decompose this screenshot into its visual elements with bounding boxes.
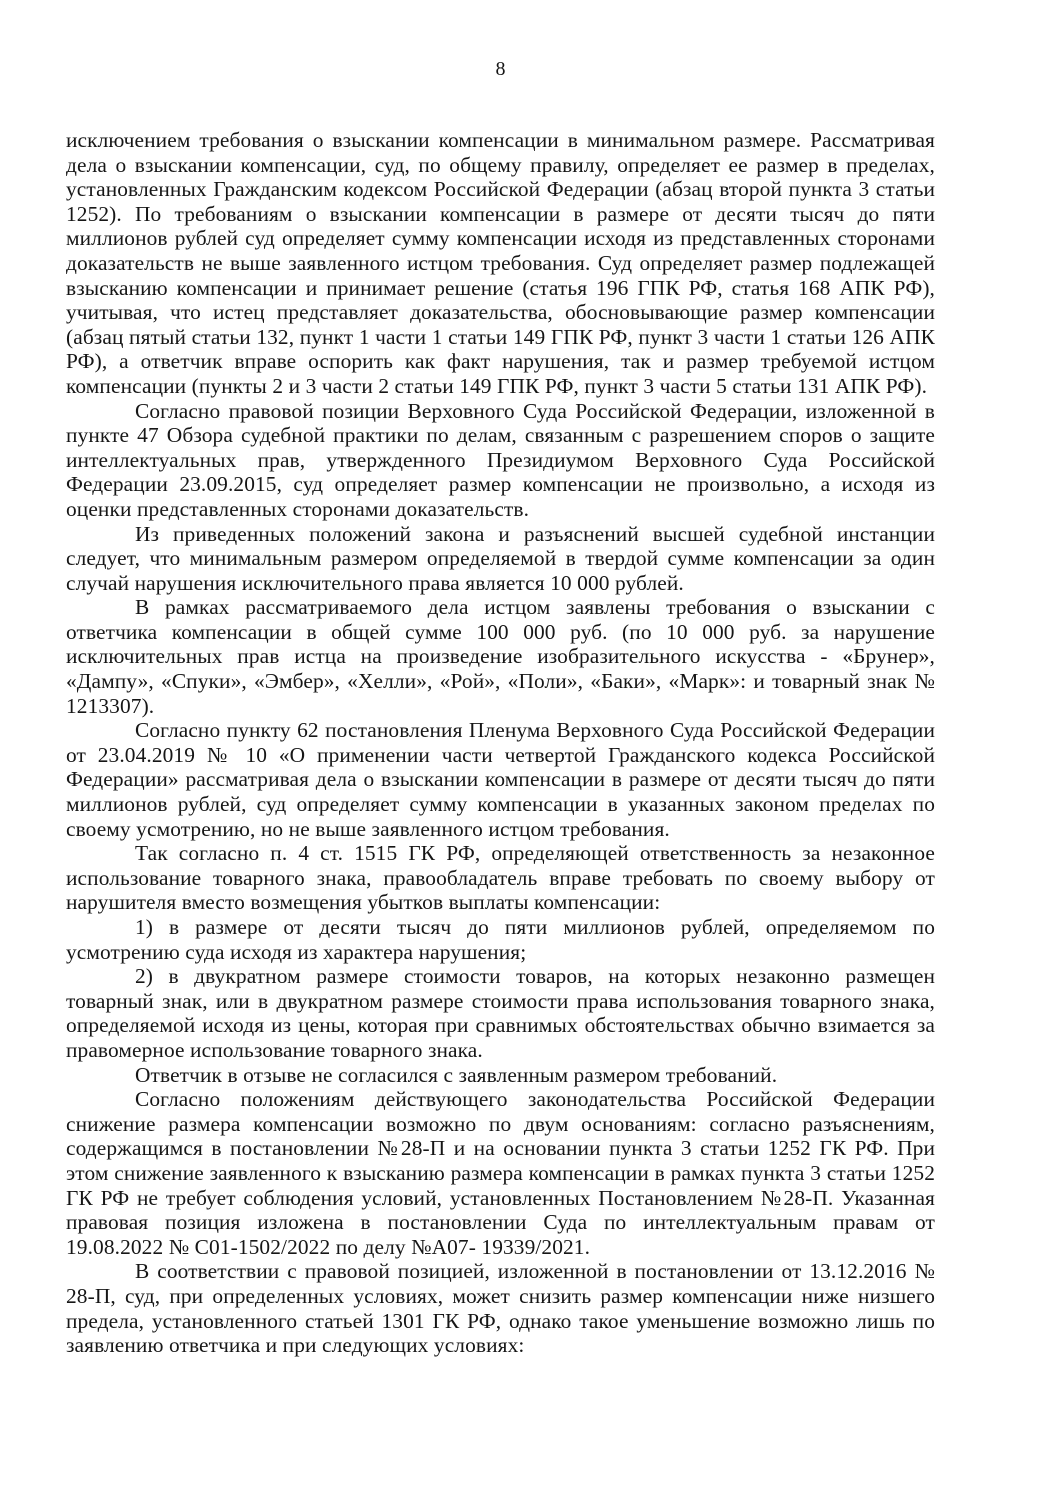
paragraph: Так согласно п. 4 ст. 1515 ГК РФ, определяющей ответственность за незаконное использование товарного знака, правообладатель вправе требовать по своему выбору от нарушителя вместо возмещения убытков выплаты компенсации: (66, 841, 935, 915)
paragraph: В соответствии с правовой позицией, изложенной в постановлении от 13.12.2016 № 28-П, суд, при определенных условиях, может снизить размер компенсации ниже низшего предела, установленного статьей 1301 ГК РФ, однако такое уменьшение возможно лишь по заявлению ответчика и при следующих условиях: (66, 1259, 935, 1358)
document-body (66, 128, 935, 1358)
paragraph-list-item-1: 1) в размере от десяти тысяч до пяти миллионов рублей, определяемом по усмотрению суда исходя из характера нарушения; (66, 915, 935, 964)
paragraph-continuation: исключением требования о взыскании компенсации в минимальном размере. Рассматривая дела о взыскании компенсации, суд, по общему правилу, определяет ее размер в пределах, установленных Гражданским кодексом Российской Федерации (абзац второй пункта 3 статьи 1252). По требованиям о взыскании компенсации в размере от десяти тысяч до пяти миллионов рублей суд определяет сумму компенсации исходя из представленных сторонами доказательств не выше заявленного истцом требования. Суд определяет размер подлежащей взысканию компенсации и принимает решение (статья 196 ГПК РФ, статья 168 АПК РФ), учитывая, что истец представляет доказательства, обосновывающие размер компенсации (абзац пятый статьи 132, пункт 1 части 1 статьи 149 ГПК РФ, пункт 3 части 1 статьи 126 АПК РФ), а ответчик вправе оспорить как факт нарушения, так и размер требуемой истцом компенсации (пункты 2 и 3 части 2 статьи 149 ГПК РФ, пункт 3 части 5 статьи 131 АПК РФ). (66, 128, 935, 398)
page-number: 8 (495, 58, 506, 80)
paragraph: Ответчик в отзыве не согласился с заявленным размером требований. (135, 1062, 778, 1087)
document-content (66, 57, 935, 1358)
paragraph: Согласно положениям действующего законодательства Российской Федерации снижение размера компенсации возможно по двум основаниям: согласно разъяснениям, содержащимся в постановлении №28-П и на основании пункта 3 статьи 1252 ГК РФ. При этом снижение заявленного к взысканию размера компенсации в рамках пункта 3 статьи 1252 ГК РФ не требует соблюдения условий, установленных Постановлением №28-П. Указанная правовая позиция изложена в постановлении Суда по интеллектуальным правам от 19.08.2022 № С01-1502/2022 по делу №А07- 19339/2021. (66, 1087, 935, 1259)
paragraph: Из приведенных положений закона и разъяснений высшей судебной инстанции следует, что минимальным размером определяемой в твердой сумме компенсации за один случай нарушения исключительного права является 10 000 рублей. (66, 521, 935, 595)
paragraph: В рамках рассматриваемого дела истцом заявлены требования о взыскании с ответчика компенсации в общей сумме 100 000 руб. (по 10 000 руб. за нарушение исключительных прав истца на произведение изобразительного искусства - «Брунер», «Дампу», «Спуки», «Эмбер», «Хелли», «Рой», «Поли», «Баки», «Марк»: и товарный знак № 1213307). (66, 595, 935, 718)
paragraph: Согласно правовой позиции Верховного Суда Российской Федерации, изложенной в пункте 47 Обзора судебной практики по делам, связанным с разрешением споров о защите интеллектуальных прав, утвержденного Президиумом Верховного Суда Российской Федерации 23.09.2015, суд определяет размер компенсации не произвольно, а исходя из оценки представленных сторонами доказательств. (66, 398, 935, 521)
paragraph-list-item-2: 2) в двукратном размере стоимости товаров, на которых незаконно размещен товарный знак, или в двукратном размере стоимости права использования товарного знака, определяемой исходя из цены, которая при сравнимых обстоятельствах обычно взимается за правомерное использование товарного знака. (66, 964, 935, 1062)
paragraph: Согласно пункту 62 постановления Пленума Верховного Суда Российской Федерации от 23.04.2019 № 10 «О применении части четвертой Гражданского кодекса Российской Федерации» рассматривая дела о взыскании компенсации в размере от десяти тысяч до пяти миллионов рублей, суд определяет сумму компенсации в указанных законом пределах по своему усмотрению, но не выше заявленного истцом требования. (66, 718, 935, 841)
